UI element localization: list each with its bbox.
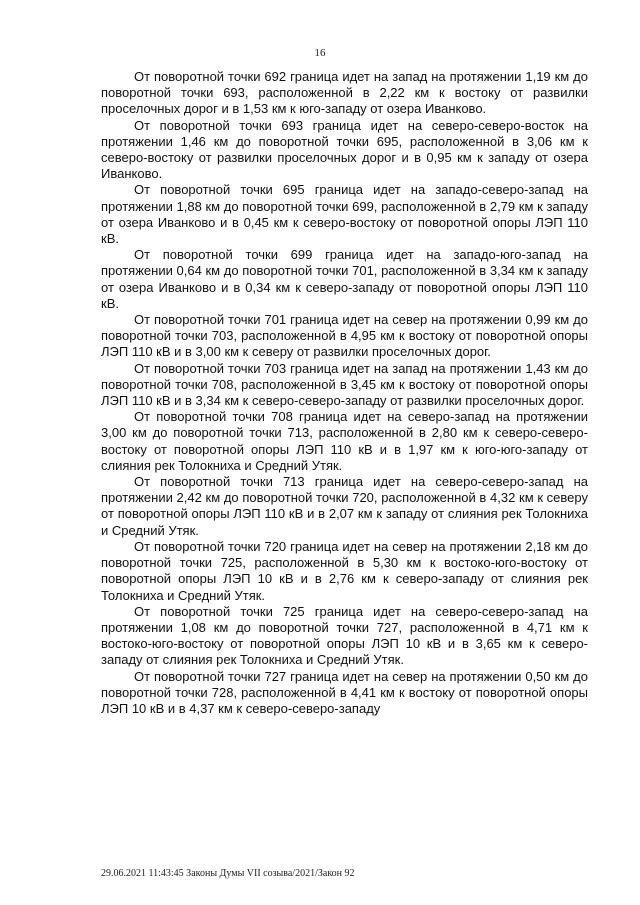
paragraph: От поворотной точки 713 граница идет на северо-северо-запад на протяжении 2,42 км до поворотной точки 720, расположенной в 4,32 км к северу от поворотной опоры ЛЭП 110 кВ и в 2,07 км к западу от слияния рек Толокниха и Средний Утяк. xyxy=(101,474,588,538)
paragraph: От поворотной точки 692 граница идет на запад на протяжении 1,19 км до поворотной точки 693, расположенной в 2,22 км к востоку от развилки проселочных дорог и в 1,53 км к юго-западу от озера Иванково. xyxy=(101,69,588,117)
paragraph: От поворотной точки 708 граница идет на северо-запад на протяжении 3,00 км до поворотной точки 713, расположенной в 2,80 км к северо-северо-востоку от поворотной опоры ЛЭП 110 кВ и в 1,97 км к юго-юго-западу от слияния рек Толокниха и Средний Утяк. xyxy=(101,409,588,473)
paragraph: От поворотной точки 720 граница идет на север на протяжении 2,18 км до поворотной точки 725, расположенной в 5,30 км к востоко-юго-востоку от поворотной опоры ЛЭП 10 кВ и в 2,76 км к северо-западу от слияния рек Толокниха и Средний Утяк. xyxy=(101,538,588,603)
document-footer: 29.06.2021 11:43:45 Законы Думы VII созыва/2021/Закон 92 xyxy=(101,868,355,879)
paragraph: От поворотной точки 703 граница идет на запад на протяжении 1,43 км до поворотной точки 708, расположенной в 3,45 км к востоку от поворотной опоры ЛЭП 110 кВ и в 3,34 км к северо-северо-западу от развилки проселочных дорог. xyxy=(101,360,588,409)
paragraph: От поворотной точки 693 граница идет на северо-северо-восток на протяжении 1,46 км до поворотной точки 695, расположенной в 3,06 км к северо-востоку от развилки проселочных дорог и в 0,95 км к западу от озера Иванково. xyxy=(101,117,588,182)
paragraph: От поворотной точки 699 граница идет на западо-юго-запад на протяжении 0,64 км до поворотной точки 701, расположенной в 3,34 км к западу от озера Иванково и в 0,34 км к северо-западу от поворотной опоры ЛЭП 110 кВ. xyxy=(101,247,588,311)
document-body xyxy=(101,69,588,717)
paragraph: От поворотной точки 725 граница идет на северо-северо-запад на протяжении 1,08 км до поворотной точки 727, расположенной в 4,71 км к востоко-юго-востоку от поворотной опоры ЛЭП 10 кВ и в 3,65 км к северо-западу от слияния рек Толокниха и Средний Утяк. xyxy=(101,603,588,668)
paragraph: От поворотной точки 701 граница идет на север на протяжении 0,99 км до поворотной точки 703, расположенной в 4,95 км к востоку от поворотной опоры ЛЭП 110 кВ и в 3,00 км к северу от развилки проселочных дорог. xyxy=(101,312,588,360)
paragraph: От поворотной точки 695 граница идет на западо-северо-запад на протяжении 1,88 км до поворотной точки 699, расположенной в 2,79 км к западу от озера Иванково и в 0,45 км к северо-востоку от поворотной опоры ЛЭП 110 кВ. xyxy=(101,182,588,247)
page-number: 16 xyxy=(314,47,326,59)
paragraph: От поворотной точки 727 граница идет на север на протяжении 0,50 км до поворотной точки 728, расположенной в 4,41 км к востоку от поворотной опоры ЛЭП 10 кВ и в 4,37 км к северо-северо-западу xyxy=(101,668,588,716)
